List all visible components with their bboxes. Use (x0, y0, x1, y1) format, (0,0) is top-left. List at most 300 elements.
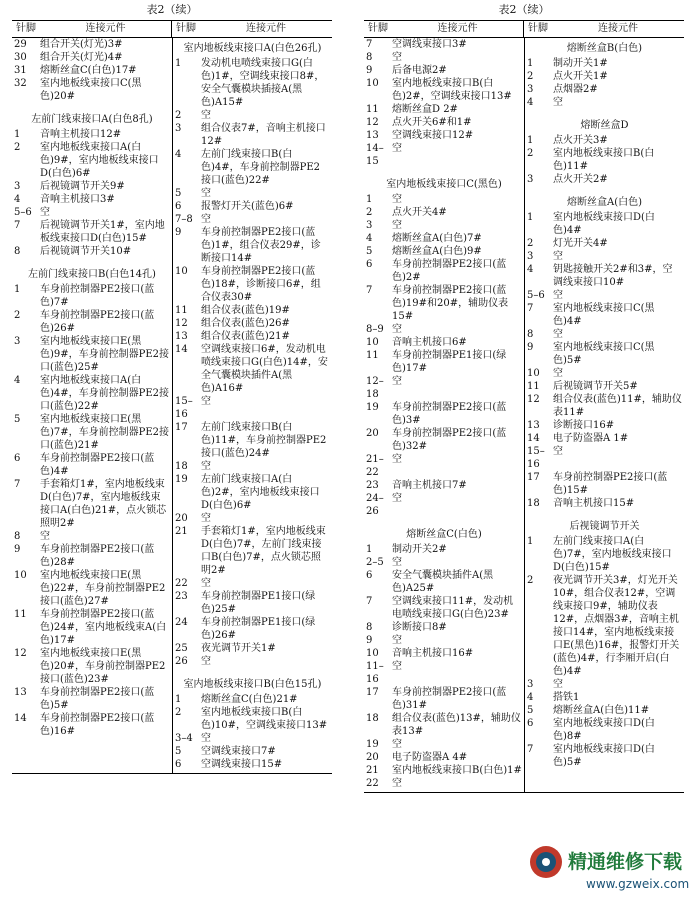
table-row (364, 129, 524, 142)
pin-number: 5 (527, 705, 534, 716)
connection-description: 左前门线束接口A(白色)7#，室内地板线束接口D(白色)15# (553, 536, 672, 573)
connection-description: 室内地板线束接口E(黑色)22#，车身前控制器PE2接口(蓝色)27# (40, 570, 166, 607)
table-row (525, 147, 684, 173)
connection-description: 组合仪表7#，音响主机接口12# (201, 123, 326, 147)
connection-description: 车身前控制器PE2接口(蓝色)28# (40, 544, 155, 568)
pin-number: 23 (366, 480, 379, 491)
table-row (525, 367, 684, 380)
pin-number: 9 (14, 544, 21, 555)
pin-number: 24 (175, 617, 188, 628)
pin-header: 针脚 (176, 23, 196, 34)
table-row (525, 70, 684, 83)
pin-number: 3 (527, 174, 534, 185)
connection-description: 空调线束接口3# (392, 39, 467, 50)
connection-description: 熔断丝盒C(白色)21# (201, 694, 298, 705)
table-row (173, 460, 332, 473)
connection-description: 室内地板线束接口D(白色)4# (553, 212, 655, 236)
table-row (173, 590, 332, 616)
pin-number: 5 (175, 746, 182, 757)
pin-number: 7–8 (175, 214, 193, 225)
pin-number: 2 (14, 142, 21, 153)
table-row (525, 691, 684, 704)
connection-description: 钥匙接触开关2#和3#，空调线束接口10# (553, 264, 673, 288)
table-row (525, 250, 684, 263)
pin-number: 3 (14, 181, 21, 192)
table-row (173, 693, 332, 706)
table-row (12, 128, 172, 141)
connector-section-title: 室内地板线束接口B(白色15孔) (183, 679, 322, 690)
pin-number: 11 (175, 305, 188, 316)
table-row (364, 51, 524, 64)
pin-number: 7 (527, 744, 534, 755)
connection-description: 点火开关3# (553, 135, 608, 146)
connector-header: 连接元件 (246, 23, 286, 34)
pin-number: 1 (14, 129, 21, 140)
pin-number: 6 (175, 759, 182, 770)
table-row (173, 109, 332, 122)
pin-number: 20 (366, 752, 379, 763)
table-row (12, 530, 172, 543)
table-row (525, 96, 684, 109)
connection-description: 空 (553, 368, 563, 379)
table-row (364, 453, 524, 479)
connection-description: 发动机电喷线束接口G(白色)1#，空调线束接口8#，安全气囊模块插接A(黑色)A15# (201, 58, 325, 108)
connection-description: 后视镜调节开关9# (40, 181, 125, 192)
connection-description: 室内地板线束接口B(白色)1# (392, 765, 522, 776)
pin-number: 1 (14, 284, 21, 295)
connector-section-title: 左前门线束接口B(白色14孔) (28, 269, 156, 280)
pin-number: 12 (175, 318, 188, 329)
connection-description: 音响主机接口6# (392, 337, 467, 348)
pin-number: 21–22 (366, 454, 384, 478)
pin-number: 17 (175, 422, 188, 433)
table-page-left (12, 0, 332, 774)
connection-description: 空 (392, 376, 402, 387)
table-row (364, 543, 524, 556)
pin-number: 3 (175, 123, 182, 134)
pin-number: 2 (175, 707, 182, 718)
connection-description: 空 (553, 329, 563, 340)
table-row (173, 758, 332, 771)
pin-number: 7 (527, 303, 534, 314)
connection-description: 组合仪表(蓝色)26# (201, 318, 290, 329)
pin-number: 3 (366, 220, 373, 231)
pin-number: 18 (527, 498, 540, 509)
table-row (364, 219, 524, 232)
pin-number: 26 (175, 656, 188, 667)
connection-description: 车身前控制器PE2接口(蓝色)1#，组合仪表29#，诊断接口14# (201, 227, 321, 264)
table-row (173, 745, 332, 758)
pin-number: 19 (175, 474, 188, 485)
pin-number: 22 (175, 578, 188, 589)
table-row (12, 686, 172, 712)
pin-number: 19 (366, 402, 379, 413)
table-row (173, 732, 332, 745)
connection-description: 空 (392, 557, 402, 568)
connection-description: 车身前控制器PE2接口(蓝色)24#，室内地板线束A(白色)17# (40, 609, 167, 646)
pin-number: 6 (366, 259, 373, 270)
connection-description: 制动开关1# (553, 58, 608, 69)
pin-number: 5 (366, 246, 373, 257)
pin-number: 13 (366, 130, 379, 141)
pin-number: 29 (14, 39, 27, 50)
pin-number: 2 (366, 207, 373, 218)
connection-description: 制动开关2# (392, 544, 447, 555)
table-row (364, 142, 524, 168)
table-row (364, 621, 524, 634)
connection-description: 室内地板线束接口E(黑色)7#，车身前控制器PE2接口(蓝色)21# (40, 414, 170, 451)
table-row (12, 193, 172, 206)
gear-logo-icon (524, 840, 694, 894)
pin-number: 11–16 (366, 661, 384, 685)
table-row (173, 317, 332, 330)
table-row (12, 51, 172, 64)
pin-number: 11 (366, 350, 379, 361)
connection-description: 车身前控制器PE2接口(蓝色)26# (40, 310, 155, 334)
connection-description: 空调线束接口15# (201, 759, 283, 770)
pin-number: 15–16 (175, 396, 193, 420)
connection-description: 空 (553, 446, 563, 457)
table-row (525, 704, 684, 717)
connection-description: 空 (392, 52, 402, 63)
table-row (525, 134, 684, 147)
table-row (364, 206, 524, 219)
connection-description: 点火开关2# (553, 174, 608, 185)
connector-section-title: 熔断丝盒B(白色) (566, 43, 643, 54)
table-row (525, 445, 684, 471)
table-row (12, 219, 172, 245)
table-row (525, 497, 684, 510)
table-row (12, 647, 172, 686)
connection-description: 车身前控制器PE1接口(绿色)17# (392, 350, 507, 374)
pin-number: 2 (14, 310, 21, 321)
table-row (364, 751, 524, 764)
connection-description: 空 (392, 143, 402, 154)
table-row (173, 57, 332, 109)
pin-number: 4 (175, 149, 182, 160)
pin-table (12, 20, 332, 774)
table-row (364, 336, 524, 349)
pin-number: 10 (175, 266, 188, 277)
table-row (525, 57, 684, 70)
table-row (173, 265, 332, 304)
connection-description: 车身前控制器PE1接口(绿色)25# (201, 591, 316, 615)
pin-number: 31 (14, 65, 27, 76)
connection-description: 空 (201, 188, 211, 199)
table-row (12, 283, 172, 309)
connection-description: 组合开关(灯光)3# (40, 39, 123, 50)
connection-description: 左前门线束接口B(白色)11#，车身前控制器PE2接口(蓝色)24# (201, 422, 327, 459)
pin-number: 15–16 (527, 446, 545, 470)
pin-number: 2 (527, 575, 534, 586)
connection-description: 空 (40, 531, 50, 542)
table-row (173, 616, 332, 642)
table-row (525, 717, 684, 743)
table-caption: 表2（续） (498, 3, 550, 16)
table-row (173, 421, 332, 460)
pin-number: 10 (527, 368, 540, 379)
pin-number: 3–4 (175, 733, 193, 744)
table-row (12, 309, 172, 335)
connection-description: 点火开关4# (392, 207, 447, 218)
table-row (12, 712, 172, 738)
table-row (364, 116, 524, 129)
pin-number: 4 (14, 375, 21, 386)
connection-description: 点火开关1# (553, 71, 608, 82)
table-row (12, 608, 172, 647)
table-row (364, 738, 524, 751)
table-row (364, 258, 524, 284)
pin-number: 1 (527, 536, 534, 547)
connector-header: 连接元件 (392, 21, 524, 37)
table-row (173, 200, 332, 213)
table-row (364, 64, 524, 77)
connection-description: 诊断接口16# (553, 420, 615, 431)
pin-number: 10 (366, 78, 379, 89)
pin-number: 1 (175, 694, 182, 705)
table-row (364, 764, 524, 777)
table-row (525, 328, 684, 341)
connection-description: 室内地板线束接口C(黑色)4# (553, 303, 655, 327)
connection-description: 室内地板线束接口A(白色)9#，室内地板线束接口D(白色)6# (40, 142, 159, 179)
table-row (364, 556, 524, 569)
connection-description: 室内地板线束接口B(白色)10#，空调线束接口13# (201, 707, 328, 731)
table-row (364, 375, 524, 401)
connection-description: 空调线束接口11#，发动机电喷线束接口G(白色)23# (392, 596, 514, 620)
site-watermark (524, 840, 694, 894)
connection-description: 车身前控制器PE2接口(蓝色)7# (40, 284, 155, 308)
table-column (172, 38, 332, 773)
table-row (12, 206, 172, 219)
pin-number: 25 (175, 643, 188, 654)
connection-description: 空 (392, 194, 402, 205)
pin-number: 8–9 (366, 324, 384, 335)
table-row (525, 419, 684, 432)
connection-description: 车身前控制器PE2接口(蓝色)5# (40, 687, 155, 711)
table-row (173, 213, 332, 226)
pin-number: 14–15 (366, 143, 384, 167)
pin-number: 32 (14, 78, 27, 89)
table-row (525, 341, 684, 367)
pin-number: 5 (14, 414, 21, 425)
table-row (173, 330, 332, 343)
table-column (364, 38, 524, 792)
connection-description: 空 (201, 461, 211, 472)
connection-description: 电子防盗器A 1# (553, 433, 629, 444)
pin-number: 24–26 (366, 493, 384, 517)
table-row (12, 141, 172, 180)
table-row (12, 413, 172, 452)
pin-number: 18 (175, 461, 188, 472)
table-row (173, 148, 332, 187)
pin-number: 13 (175, 331, 188, 342)
pin-number: 8 (366, 52, 373, 63)
connection-description: 空 (392, 661, 402, 672)
pin-number: 8 (14, 531, 21, 542)
table-row (12, 335, 172, 374)
pin-number: 12 (14, 648, 27, 659)
watermark-url: www.gzweix.com (586, 877, 690, 891)
table-row (525, 289, 684, 302)
connection-description: 诊断接口8# (392, 622, 447, 633)
table-row (12, 452, 172, 478)
pin-number: 4 (366, 233, 373, 244)
table-row (364, 686, 524, 712)
connection-description: 室内地板线束接口A(白色)4#，车身前控制器PE2接口(蓝色)22# (40, 375, 170, 412)
connection-description: 熔断丝盒A(白色)9# (392, 246, 482, 257)
table-row (525, 471, 684, 497)
connection-description: 室内地板线束接口C(黑色)5# (553, 342, 655, 366)
table-row (173, 512, 332, 525)
connection-description: 点火开关6#和1# (392, 117, 472, 128)
pin-number: 3 (527, 84, 534, 95)
pin-number: 22 (366, 778, 379, 789)
connector-section-title: 后视镜调节开关 (569, 521, 640, 532)
pin-number: 4 (527, 692, 534, 703)
pin-number: 9 (366, 65, 373, 76)
pin-number: 20 (366, 428, 379, 439)
connection-description: 空 (40, 207, 50, 218)
pin-number: 12 (527, 394, 540, 405)
table-row (525, 211, 684, 237)
pin-number: 4 (527, 97, 534, 108)
connection-description: 空 (392, 778, 402, 789)
table-row (364, 427, 524, 453)
connection-description: 空 (201, 396, 211, 407)
table-row (12, 180, 172, 193)
table-header (364, 21, 684, 38)
connection-description: 室内地板线束接口D(白色)5# (553, 744, 655, 768)
connection-description: 安全气囊模块插件A(黑色)A25# (392, 570, 494, 594)
table-row (525, 535, 684, 574)
table-row (525, 574, 684, 678)
table-row (173, 473, 332, 512)
pin-number: 2 (527, 238, 534, 249)
pin-number: 4 (14, 194, 21, 205)
connection-description: 空 (201, 733, 211, 744)
connection-description: 空 (553, 97, 563, 108)
connector-header: 连接元件 (598, 23, 638, 34)
pin-number: 9 (366, 635, 373, 646)
table-row (364, 103, 524, 116)
connection-description: 音响主机接口16# (392, 648, 474, 659)
table-row (364, 38, 524, 51)
table-row (525, 393, 684, 419)
table-header (12, 21, 332, 38)
table-row (173, 642, 332, 655)
table-row (364, 777, 524, 790)
pin-number: 6 (366, 570, 373, 581)
table-column (524, 38, 684, 792)
pin-number: 10 (14, 570, 27, 581)
connection-description: 空调线束接口7# (201, 746, 276, 757)
connection-description: 车身前控制器PE2接口(蓝色)3# (392, 402, 507, 426)
pin-number: 1 (366, 544, 373, 555)
table-row (364, 647, 524, 660)
connection-description: 室内地板线束接口B(白色)2#，空调线束接口13# (392, 78, 512, 102)
connection-description: 搭铁1 (553, 692, 580, 703)
connection-description: 空 (201, 110, 211, 121)
table-row (173, 187, 332, 200)
connection-description: 手套箱灯1#，室内地板线束D(白色)7#，左前门线束接口B(白色)7#，点火锁芯照明2# (201, 526, 326, 576)
pin-number: 4 (527, 264, 534, 275)
connector-section-title: 熔断丝盒C(白色) (406, 529, 482, 540)
connection-description: 空 (201, 513, 211, 524)
connection-description: 空调线束接口12# (392, 130, 474, 141)
table-row (173, 577, 332, 590)
connection-description: 车身前控制器PE2接口(蓝色)4# (40, 453, 155, 477)
table-row (12, 374, 172, 413)
pin-header: 针脚 (368, 23, 388, 34)
pin-number: 17 (366, 687, 379, 698)
pin-header: 针脚 (528, 23, 548, 34)
table-row (12, 543, 172, 569)
connector-section-title: 左前门线束接口A(白色8孔) (31, 114, 153, 125)
pin-number: 14 (14, 713, 27, 724)
table-row (525, 83, 684, 96)
pin-header: 针脚 (16, 23, 36, 34)
table-row (525, 743, 684, 769)
pin-number: 2–5 (366, 557, 384, 568)
connection-description: 空 (553, 251, 563, 262)
pin-number: 10 (366, 648, 379, 659)
table-row (173, 706, 332, 732)
connection-description: 夜光调节开关3#，灯光开关10#，组合仪表12#，空调线束接口9#，辅助仪表12#，点烟器3#，音响主机接口14#，室内地板线束接口E(黑色)16#，报警灯开关(蓝色)4#，行李厢开启(白色)4# (553, 575, 680, 677)
connection-description: 空 (201, 656, 211, 667)
pin-number: 6 (175, 201, 182, 212)
table-row (173, 525, 332, 577)
table-row (173, 395, 332, 421)
table-row (364, 77, 524, 103)
table-row (364, 193, 524, 206)
table-row (364, 284, 524, 323)
connector-header: 连接元件 (40, 21, 172, 37)
table-row (173, 655, 332, 668)
pin-number: 9 (175, 227, 182, 238)
connector-section-title: 熔断丝盒D (580, 120, 629, 131)
pin-number: 8 (366, 622, 373, 633)
pin-number: 23 (175, 591, 188, 602)
table-row (173, 343, 332, 395)
table-row (364, 232, 524, 245)
pin-number: 12 (366, 117, 379, 128)
connection-description: 熔断丝盒A(白色)7# (392, 233, 482, 244)
connection-description: 组合仪表(蓝色)19# (201, 305, 290, 316)
table-column (12, 38, 172, 773)
connection-description: 电子防盗器A 4# (392, 752, 468, 763)
table-row (173, 226, 332, 265)
table-row (364, 479, 524, 492)
pin-number: 6 (14, 453, 21, 464)
pin-number: 3 (527, 251, 534, 262)
pin-number: 20 (175, 513, 188, 524)
connection-description: 后备电源2# (392, 65, 447, 76)
watermark-brand: 精通维修下载 (568, 851, 683, 873)
connection-description: 空 (392, 324, 402, 335)
pin-number: 9 (527, 342, 534, 353)
pin-number: 6 (527, 718, 534, 729)
connection-description: 熔断丝盒A(白色)11# (553, 705, 650, 716)
table-row (525, 302, 684, 328)
connection-description: 空 (553, 290, 563, 301)
connection-description: 熔断丝盒C(白色)17# (40, 65, 137, 76)
pin-number: 1 (527, 58, 534, 69)
table-row (364, 569, 524, 595)
connection-description: 组合仪表(蓝色)13#，辅助仪表13# (392, 713, 521, 737)
connection-description: 空 (201, 578, 211, 589)
connection-description: 左前门线束接口A(白色)2#，室内地板线束接口D(白色)6# (201, 474, 320, 511)
pin-number: 5–6 (527, 290, 545, 301)
